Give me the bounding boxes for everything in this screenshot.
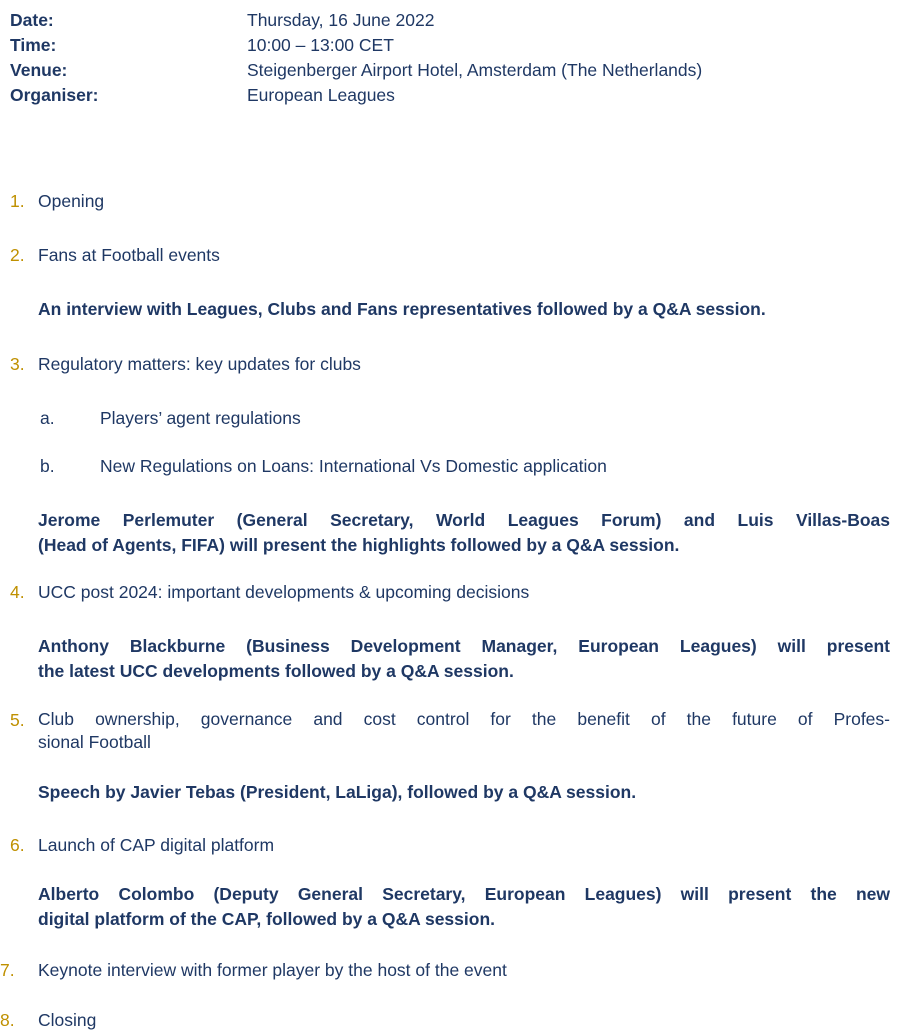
note-line: (Head of Agents, FIFA) will present the highlights followed by a Q&A session. (38, 535, 680, 555)
item-text (38, 708, 890, 754)
detail-value-venue: Steigenberger Airport Hotel, Amsterdam (The Netherlands) (247, 60, 703, 80)
agenda-item-6 (10, 833, 918, 857)
detail-label-organiser: Organiser: (10, 85, 99, 105)
note-line: Speech by Javier Tebas (President, LaLiga), followed by a Q&A session. (38, 782, 637, 802)
subitem-text: Players’ agent regulations (100, 408, 301, 428)
detail-label-time: Time: (10, 35, 57, 55)
agenda-item-2 (10, 243, 918, 267)
subitem-letter: b. (40, 456, 55, 476)
event-details (10, 8, 918, 108)
agenda-note-4 (38, 634, 890, 684)
note-line: the latest UCC developments followed by a Q&A session. (38, 661, 514, 681)
item-text: Regulatory matters: key updates for clubs (38, 354, 361, 374)
item-text: Opening (38, 191, 105, 211)
item-number: 7. (0, 960, 15, 980)
agenda-item-1 (10, 189, 918, 213)
agenda-note-5 (38, 780, 890, 805)
item-text-line: Club ownership, governance and cost control for the benefit of the future of Profes- (38, 709, 890, 729)
detail-value-date: Thursday, 16 June 2022 (247, 10, 435, 30)
item-number: 8. (0, 1010, 15, 1030)
note-line: Anthony Blackburne (Business Development Manager, European Leagues) will present (38, 636, 890, 656)
note-line: An interview with Leagues, Clubs and Fans representatives followed by a Q&A session. (38, 299, 766, 319)
detail-value-organiser: European Leagues (247, 85, 395, 105)
item-text-line: sional Football (38, 732, 151, 752)
note-line: digital platform of the CAP, followed by a Q&A session. (38, 909, 495, 929)
subitem-letter: a. (40, 408, 55, 428)
item-text: Closing (38, 1010, 97, 1030)
detail-row-venue (10, 58, 918, 83)
detail-label-date: Date: (10, 10, 54, 30)
item-number: 6. (10, 835, 25, 855)
agenda-item-4 (10, 580, 918, 604)
agenda-note-3 (38, 508, 890, 558)
agenda-item-7 (0, 958, 918, 982)
detail-value-time: 10:00 – 13:00 CET (247, 35, 394, 55)
item-number: 2. (10, 245, 25, 265)
item-number: 3. (10, 354, 25, 374)
agenda-item-3b (40, 454, 918, 478)
agenda-item-3a (40, 406, 918, 430)
item-text: UCC post 2024: important developments & upcoming decisions (38, 582, 530, 602)
note-line: Alberto Colombo (Deputy General Secretary, European Leagues) will present the new (38, 884, 890, 904)
item-text: Fans at Football events (38, 245, 220, 265)
agenda-note-2 (38, 297, 890, 322)
item-text: Keynote interview with former player by the host of the event (38, 960, 507, 980)
note-line: Jerome Perlemuter (General Secretary, World Leagues Forum) and Luis Villas-Boas (38, 510, 890, 530)
item-number: 5. (10, 710, 25, 730)
detail-label-venue: Venue: (10, 60, 68, 80)
detail-row-date (10, 8, 918, 33)
agenda-item-5 (10, 708, 918, 754)
subitem-text: New Regulations on Loans: International Vs Domestic application (100, 456, 607, 476)
detail-row-organiser (10, 83, 918, 108)
item-number: 4. (10, 582, 25, 602)
item-text: Launch of CAP digital platform (38, 835, 275, 855)
agenda-item-3 (10, 352, 918, 376)
item-number: 1. (10, 191, 25, 211)
detail-row-time (10, 33, 918, 58)
agenda-note-6 (38, 882, 890, 932)
agenda-item-8 (0, 1008, 918, 1032)
